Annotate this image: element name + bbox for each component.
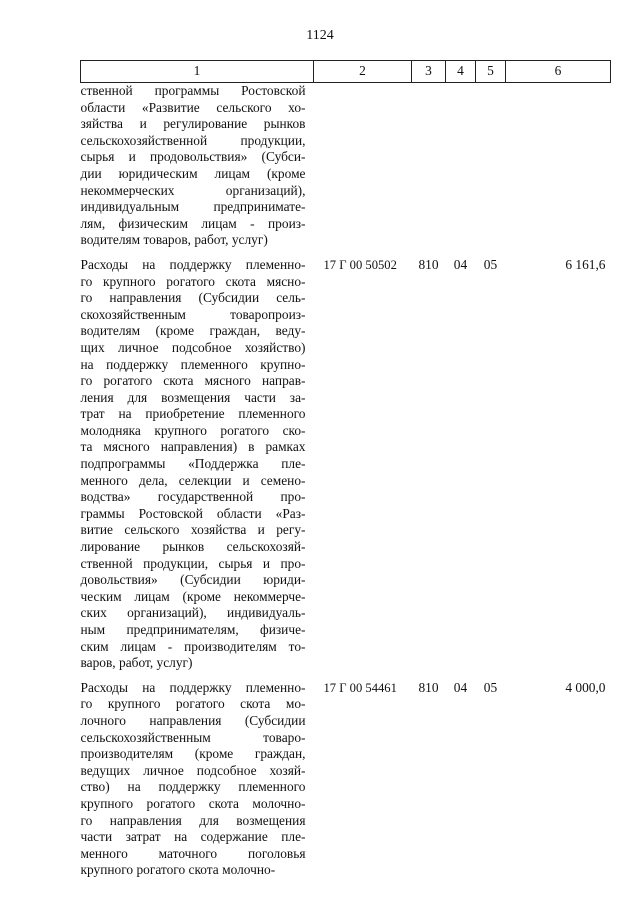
description-line: го направления (Субсидии сель- [80,290,306,306]
description-line: лочного направления (Субсидии [80,712,306,728]
expense-description [81,83,314,249]
expense-description [81,249,314,672]
description-line: производителям (кроме граждан, [80,746,306,762]
page-number: 1124 [306,28,334,43]
description-line: ления для возмещения части за- [80,389,306,405]
description-line: граммы Ростовской области «Раз- [80,505,306,521]
table-body [81,83,611,879]
header-col-3: 3 [412,61,446,83]
amount: 4 000,0 [565,679,606,695]
table-row [81,83,611,249]
description-line: ским лицам - производителям то- [80,638,306,654]
table-header [81,61,611,83]
header-col-5: 5 [476,61,506,83]
description-line: ственной программы Ростовской [80,83,306,98]
description-line: сельскохозяйственной продукции, [80,132,306,148]
header-col-1: 1 [81,61,314,83]
description-line: некоммерческих организаций), [80,182,306,198]
expense-description [81,672,314,879]
description-line: дии юридическим лицам (кроме [80,165,306,181]
description-line: Расходы на поддержку племенно- [80,679,306,695]
description-line: крупного рогатого скота молочно- [80,795,306,811]
description-line: части затрат на содержание пле- [80,829,306,845]
description-line: лям, физическим лицам - произ- [80,215,306,231]
description-line: ческим лицам (кроме некоммерче- [80,588,306,604]
expense-type-code: 810 [418,256,439,272]
description-line: сырья и продовольствия» (Субси- [80,149,306,165]
description-line: водителям товаров, работ, услуг) [80,232,268,248]
expense-type-code: 810 [418,679,439,695]
description-line: молодняка крупного рогатого ско- [80,422,306,438]
description-line: зяйства и регулирование рынков [80,116,306,132]
header-col-6: 6 [506,61,611,83]
description-line: варов, работ, услуг) [80,655,193,671]
description-line: скохозяйственным товаропроиз- [80,306,306,322]
subsection-code [476,83,506,249]
description-line: ственной продукции, сырья и про- [80,555,306,571]
description-line: та мясного направления) в рамках [80,439,306,455]
section-code: 04 [453,256,468,272]
description-line: менного маточного поголовья [80,845,306,861]
description-line: крупного рогатого скота молочно- [80,862,276,878]
description-line: области «Развитие сельского хо- [80,99,306,115]
description-line: менного дела, селекции и семено- [80,472,306,488]
description-line: ских организаций), индивидуаль- [80,605,306,621]
description-line: ным предпринимателям, физиче- [80,622,306,637]
description-line: го крупного рогатого скота мясно- [80,273,306,289]
description-line: ведущих личное подсобное хозяй- [80,762,306,778]
description-line: сельскохозяйственным товаро- [80,729,306,745]
description-line: го направления для возмещения [80,812,306,828]
table-row [81,249,611,672]
amount: 6 161,6 [565,256,606,272]
description-line: го крупного рогатого скота мо- [80,696,306,712]
description-line: Расходы на поддержку племенно- [80,256,306,272]
target-article-code: 17 Г 00 50502 [323,257,397,272]
target-article-code: 17 Г 00 54461 [323,680,397,695]
description-line: витие сельского хозяйства и регу- [80,522,306,538]
description-line: трат на приобретение племенного [80,406,306,422]
description-line: на поддержку племенного крупно- [80,356,306,372]
description-line: индивидуальным предпринимате- [80,199,306,215]
description-line: лирование рынков сельскохозяй- [80,539,306,555]
description-line: го рогатого скота мясного направ- [80,373,306,389]
expense-type-code [412,83,446,249]
table-row [81,672,611,879]
header-col-2: 2 [314,61,412,83]
section-code [446,83,476,249]
target-article-code [314,83,412,249]
description-line: водителям (кроме граждан, веду- [80,323,306,339]
amount [506,83,611,249]
budget-table [80,60,611,879]
section-code: 04 [453,679,468,695]
description-line: щих личное подсобное хозяйство) [80,339,306,355]
header-col-4: 4 [446,61,476,83]
description-line: подпрограммы «Поддержка пле- [80,456,306,472]
description-line: довольствия» (Субсидии юриди- [80,572,306,588]
subsection-code: 05 [483,679,498,695]
description-line: ство) на поддержку племенного [80,779,306,795]
description-line: водства» государственной про- [80,489,306,505]
subsection-code: 05 [483,256,498,272]
